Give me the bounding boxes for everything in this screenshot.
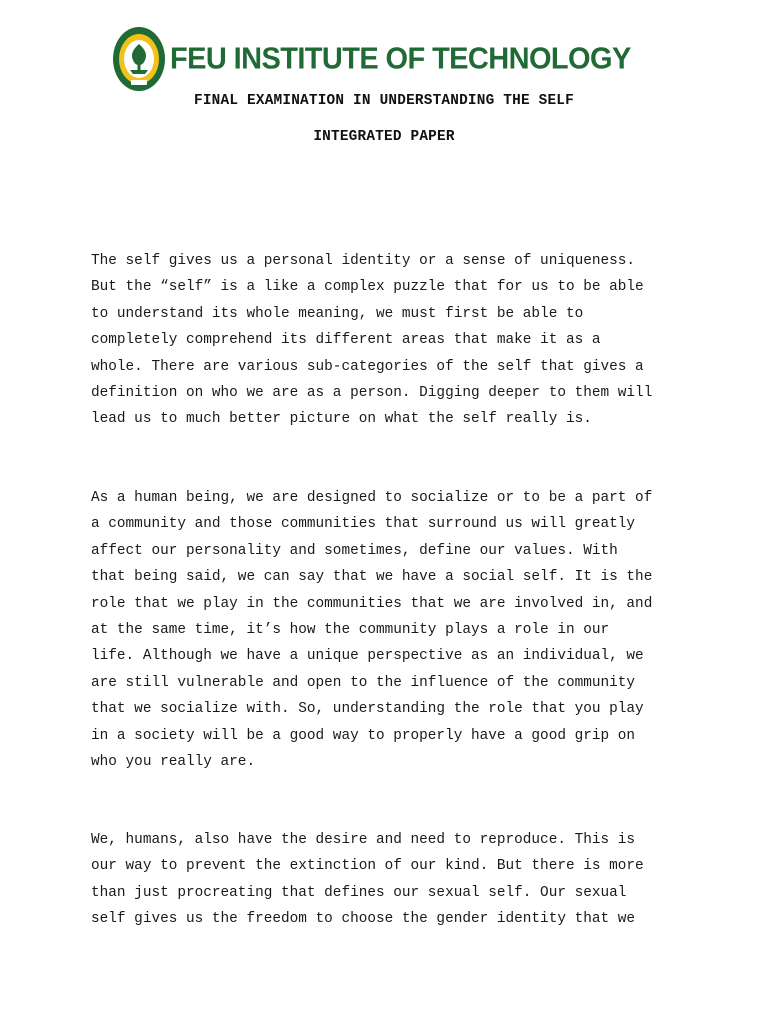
- text-line: completely comprehend its different areas that make it as a: [91, 332, 601, 349]
- text-line: than just procreating that defines our sexual self. Our sexual: [91, 884, 627, 901]
- text-line: definition on who we are as a person. Digging deeper to them will: [91, 384, 653, 401]
- letterhead: [112, 24, 660, 94]
- text-line: But the “self” is a like a complex puzzle that for us to be able: [91, 279, 644, 296]
- text-line: role that we play in the communities that we are involved in, and: [91, 595, 653, 612]
- text-line: are still vulnerable and open to the influence of the community: [91, 674, 636, 691]
- paragraph-personal-identity: [91, 248, 691, 433]
- text-line: self gives us the freedom to choose the gender identity that we: [91, 911, 636, 928]
- text-line: The self gives us a personal identity or a sense of uniqueness.: [91, 253, 636, 269]
- text-line: in a society will be a good way to properly have a good grip on: [91, 727, 636, 744]
- text-line: whole. There are various sub-categories of the self that gives a: [91, 358, 644, 375]
- text-line: lead us to much better picture on what the self really is.: [91, 411, 592, 428]
- paper-title: INTEGRATED PAPER: [313, 129, 455, 145]
- text-line: that we socialize with. So, understanding the role that you play: [91, 701, 644, 718]
- paragraph-social-self: [91, 485, 691, 775]
- paragraph-sexual-self: [91, 827, 691, 933]
- text-line: who you really are.: [91, 753, 256, 770]
- text-line: We, humans, also have the desire and need to reproduce. This is: [91, 832, 636, 848]
- text-line: to understand its whole meaning, we must first be able to: [91, 305, 584, 322]
- feu-tech-seal-icon: [112, 26, 166, 92]
- text-line: our way to prevent the extinction of our kind. But there is more: [91, 858, 644, 875]
- text-line: affect our personality and sometimes, define our values. With: [91, 542, 618, 559]
- text-line: life. Although we have a unique perspective as an individual, we: [91, 648, 644, 665]
- text-line: As a human being, we are designed to socialize or to be a part of: [91, 490, 653, 506]
- text-line: a community and those communities that surround us will greatly: [91, 516, 636, 533]
- text-line: at the same time, it’s how the community plays a role in our: [91, 621, 610, 638]
- text-line: that being said, we can say that we have a social self. It is the: [91, 569, 653, 586]
- institute-name: FEU INSTITUTE OF TECHNOLOGY: [170, 41, 631, 76]
- exam-title: FINAL EXAMINATION IN UNDERSTANDING THE SELF: [194, 93, 574, 109]
